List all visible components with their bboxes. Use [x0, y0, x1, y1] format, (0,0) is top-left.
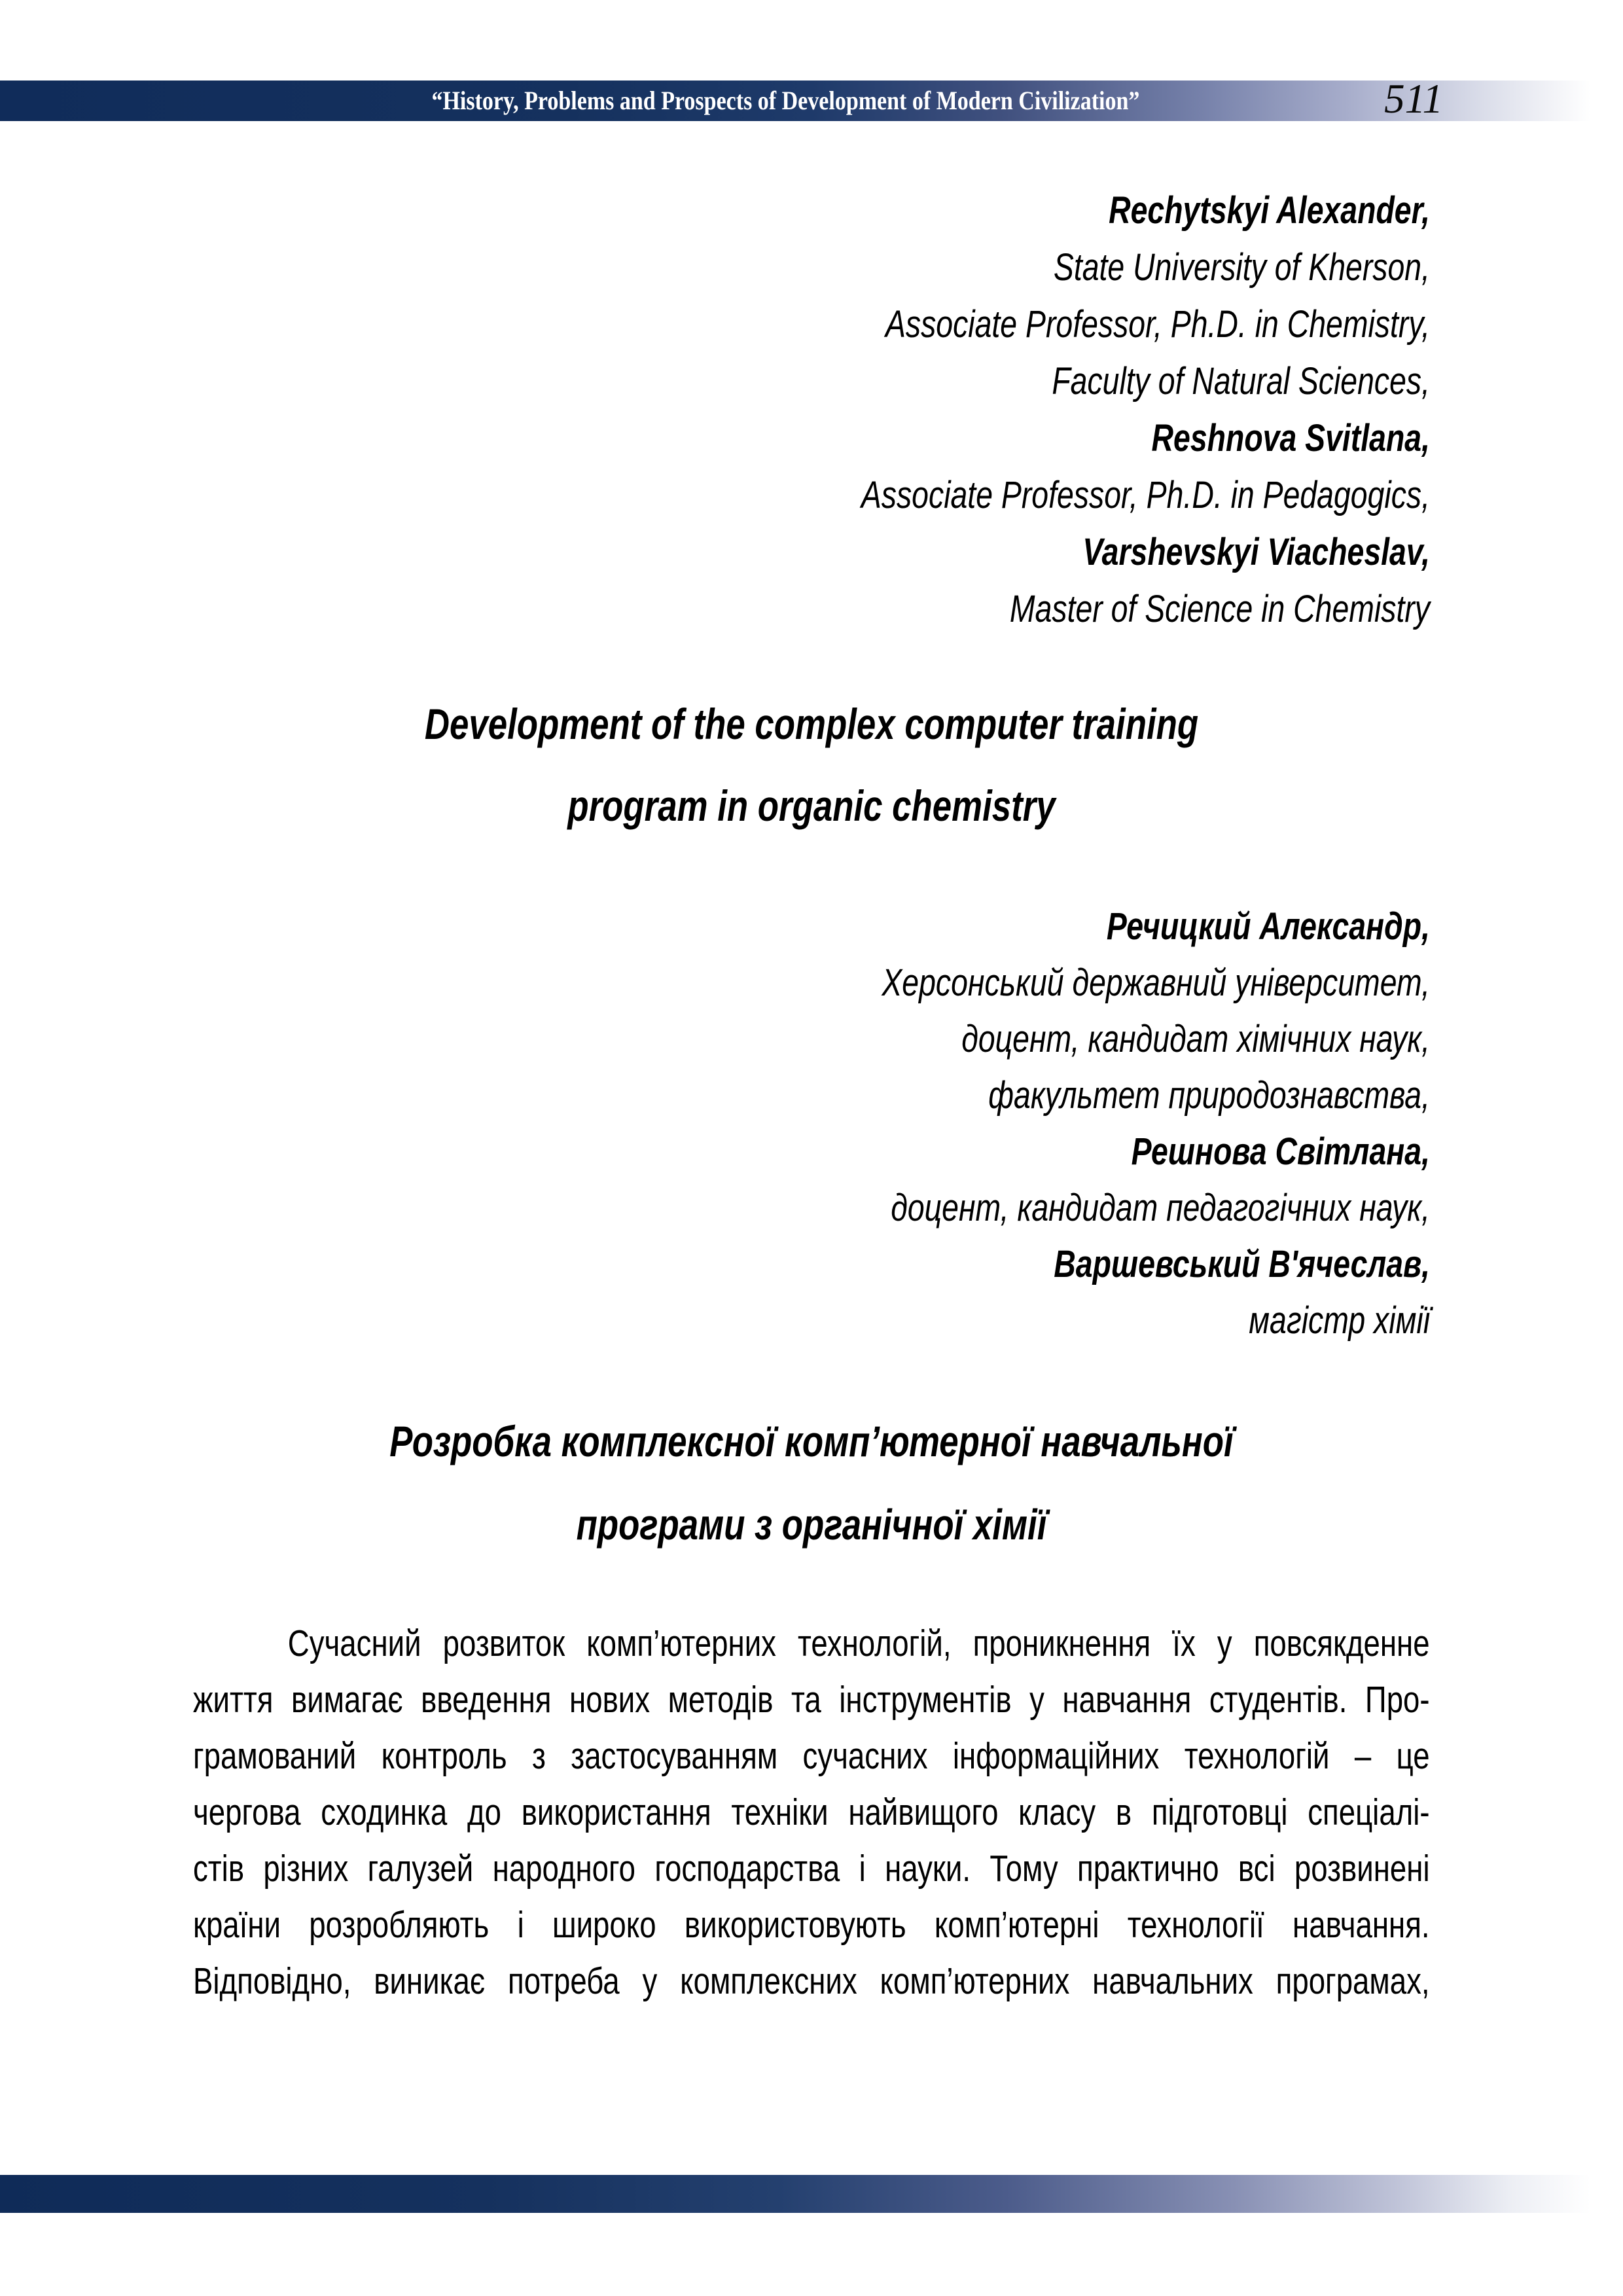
title-line: Development of the complex computer training [424, 700, 1199, 748]
article-title-english [193, 683, 1430, 847]
page-number: 511 [1384, 76, 1443, 122]
author-degree: доцент, кандидат педагогічних наук, [891, 1187, 1430, 1229]
authors-block-english [194, 182, 1430, 637]
page-footer-bar [0, 2175, 1623, 2213]
article-title-ukrainian [193, 1400, 1430, 1566]
body-line: грамований контроль з застосуванням сучасних інформаційних технологій – це [193, 1735, 1430, 1777]
author-name: Reshnova Svitlana, [1151, 417, 1430, 459]
title-line: program in organic chemistry [567, 781, 1056, 830]
author-affiliation: State University of Kherson, [1053, 246, 1430, 289]
author-degree: Associate Professor, Ph.D. in Pedagogics, [861, 474, 1430, 516]
author-degree: магістр хімії [1249, 1299, 1430, 1342]
body-line: країни розробляють і широко використовують комп’ютерні технології навчання. [193, 1904, 1430, 1946]
article-body-paragraph [193, 1615, 1430, 2009]
title-line: Розробка комплексної комп’ютерної навчальної [389, 1417, 1234, 1465]
author-name: Rechytskyi Alexander, [1109, 189, 1430, 232]
author-degree: Associate Professor, Ph.D. in Chemistry, [885, 303, 1430, 346]
body-line: чергова сходинка до використання техніки найвищого класу в підготовці спеціалі- [193, 1791, 1430, 1833]
author-name: Varshevskyi Viacheslav, [1082, 531, 1430, 573]
body-line: життя вимагає введення нових методів та інструментів у навчання студентів. Про- [193, 1679, 1430, 1721]
author-faculty: Faculty of Natural Sciences, [1052, 360, 1430, 403]
author-name: Речицкий Александр, [1106, 905, 1430, 948]
page-header-bar [0, 76, 1623, 122]
author-faculty: факультет природознавства, [988, 1074, 1430, 1117]
author-name: Варшевський В'ячеслав, [1054, 1243, 1430, 1285]
authors-block-ukrainian [194, 899, 1430, 1349]
header-title-wrap [0, 76, 1571, 122]
author-affiliation: Херсонський державний університет, [882, 961, 1430, 1004]
author-degree: Master of Science in Chemistry [1009, 588, 1430, 630]
body-line: стів різних галузей народного господарства і науки. Тому практично всі розвинені [193, 1848, 1430, 1890]
body-line: Сучасний розвиток комп’ютерних технологій, проникнення їх у повсякденне [287, 1623, 1430, 1664]
author-degree: доцент, кандидат хімічних наук, [961, 1018, 1430, 1060]
conference-title: “History, Problems and Prospects of Development of Modern Civilization” [431, 86, 1139, 115]
body-line: Відповідно, виникає потреба у комплексних комп’ютерних навчальних програмах, [193, 1960, 1430, 2002]
title-line: програми з органічної хімії [576, 1500, 1047, 1549]
author-name: Решнова Світлана, [1131, 1130, 1430, 1173]
